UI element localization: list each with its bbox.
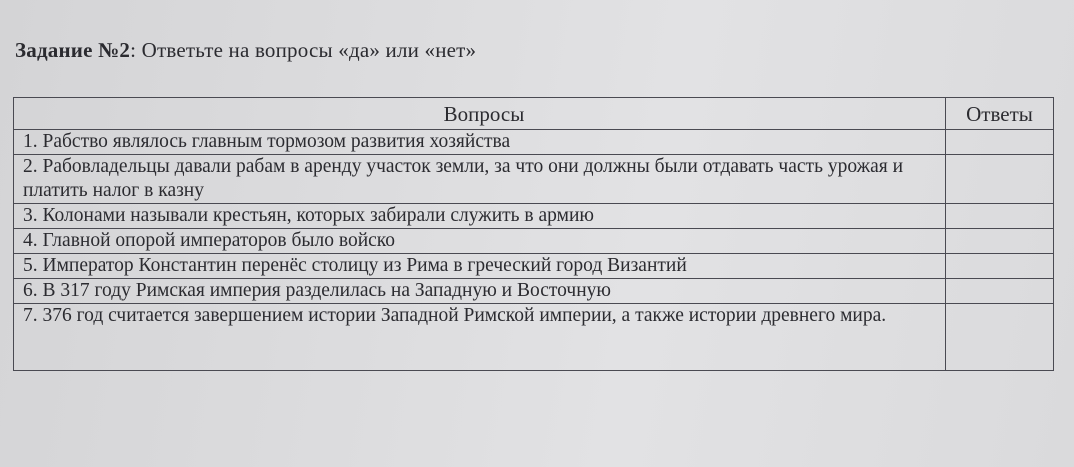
answer-cell[interactable] [946,254,1054,279]
question-cell: 7. 376 год считается завершением истории Западной Римской империи, а также истории древнего мира. [14,304,946,371]
table-row [14,155,1054,204]
answer-cell[interactable] [946,304,1054,371]
questions-header: Вопросы [14,98,946,130]
answer-cell[interactable] [946,229,1054,254]
task-instruction: : Ответьте на вопросы «да» или «нет» [130,38,477,62]
question-cell: 1. Рабство являлось главным тормозом развития хозяйства [14,130,946,155]
task-title [15,38,476,63]
question-cell: 6. В 317 году Римская империя разделилась на Западную и Восточную [14,279,946,304]
answer-cell[interactable] [946,130,1054,155]
answers-header: Ответы [946,98,1054,130]
answer-cell[interactable] [946,279,1054,304]
questions-table [13,97,1054,371]
table-row [14,229,1054,254]
table-row [14,130,1054,155]
answer-cell[interactable] [946,204,1054,229]
task-label: Задание №2 [15,38,131,62]
table-row [14,204,1054,229]
question-cell: 4. Главной опорой императоров было войско [14,229,946,254]
table-row [14,279,1054,304]
question-cell: 3. Колонами называли крестьян, которых забирали служить в армию [14,204,946,229]
question-cell: 5. Император Константин перенёс столицу из Рима в греческий город Византий [14,254,946,279]
question-cell: 2. Рабовладельцы давали рабам в аренду участок земли, за что они должны были отдавать часть урожая и платить налог в казну [14,155,946,204]
header-row [14,98,1054,130]
table-row [14,304,1054,371]
answer-cell[interactable] [946,155,1054,204]
table-row [14,254,1054,279]
